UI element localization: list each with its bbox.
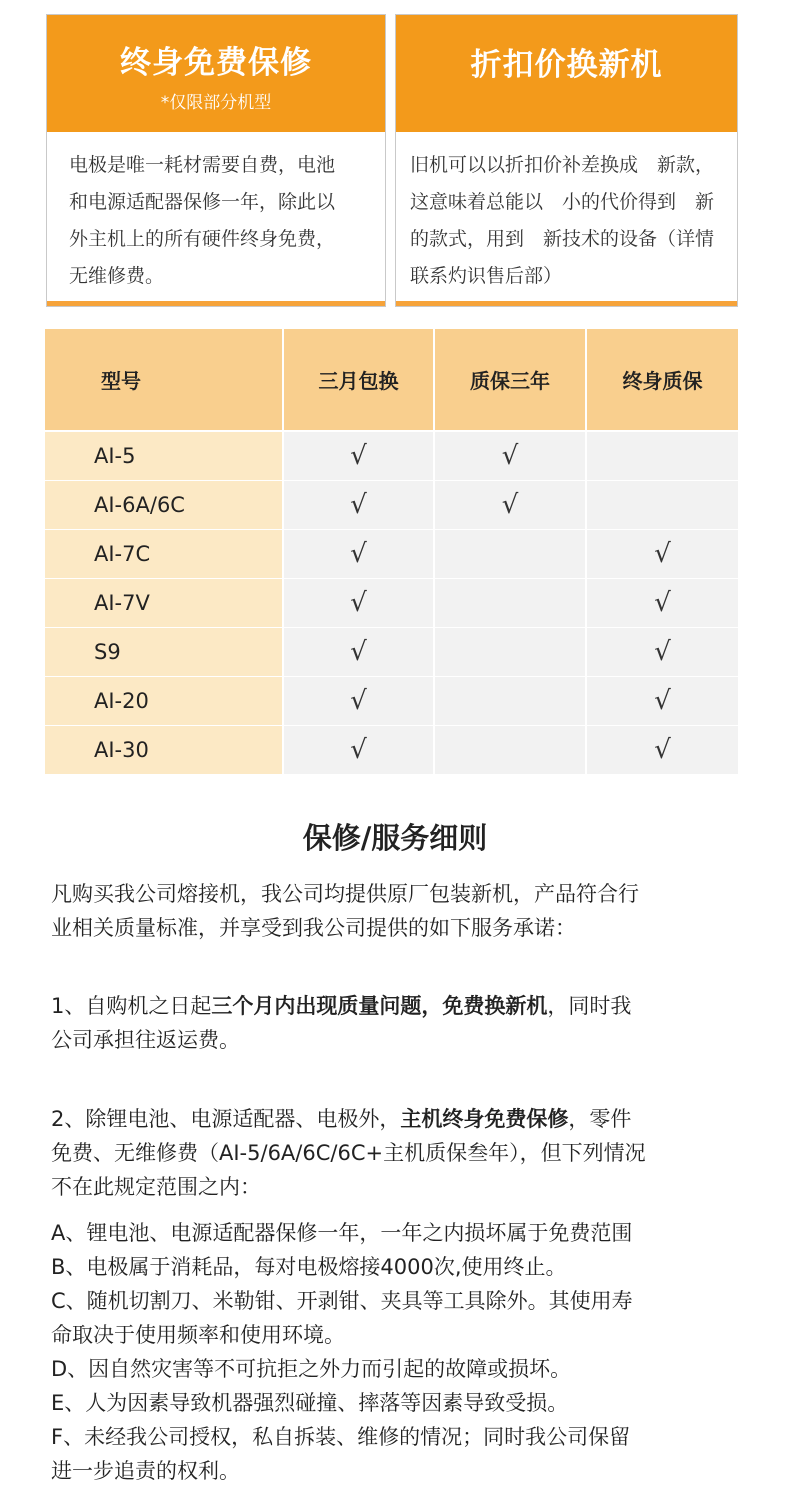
- item-text: ，零件: [568, 1107, 632, 1131]
- model-cell: AI-30: [45, 726, 282, 774]
- item-bold-text: 主机终身免费保修: [400, 1107, 569, 1131]
- model-cell: AI-6A/6C: [45, 481, 282, 529]
- model-cell: AI-5: [45, 432, 282, 480]
- check-cell: √: [587, 726, 738, 774]
- rules-line: 业相关质量标准，并享受到我公司提供的如下服务承诺：: [51, 916, 576, 940]
- sub-item-c: C、随机切割刀、米勒钳、开剥钳、夹具等工具除外。其使用寿: [51, 1289, 633, 1313]
- card-footer-bar: [47, 301, 385, 306]
- card-title: 折扣价换新机: [470, 47, 663, 83]
- trade-in-card: [395, 14, 738, 307]
- check-cell: √: [435, 481, 585, 529]
- check-cell: √: [435, 432, 585, 480]
- check-cell: [435, 530, 585, 578]
- sub-item-c-cont: 命取决于使用频率和使用环境。: [51, 1323, 345, 1347]
- table-row: [45, 726, 738, 774]
- rules-line: 公司承担往返运费。: [51, 1028, 240, 1052]
- header-three-month-replace: 三月包换: [284, 329, 433, 430]
- table-row: [45, 432, 738, 480]
- check-cell: [435, 726, 585, 774]
- sub-item-f: F、未经我公司授权，私自拆装、维修的情况；同时我公司保留: [51, 1425, 631, 1449]
- check-cell: √: [587, 530, 738, 578]
- header-lifetime-warranty: 终身质保: [587, 329, 738, 430]
- check-cell: [435, 628, 585, 676]
- check-cell: √: [284, 579, 433, 627]
- table-row: [45, 481, 738, 529]
- card-line: 无维修费。: [69, 265, 165, 287]
- card-line: 电极是唯一耗材需要自费，电池: [69, 154, 336, 176]
- card-line: 联系灼识售后部）: [410, 265, 563, 287]
- check-cell: √: [284, 726, 433, 774]
- table-row: [45, 628, 738, 676]
- sub-item-b: B、电极属于消耗品，每对电极熔接4000次,使用终止。: [51, 1255, 567, 1279]
- header-model: 型号: [45, 329, 282, 430]
- warranty-table: [45, 329, 738, 774]
- rules-intro: [51, 877, 751, 945]
- check-cell: [587, 432, 738, 480]
- check-cell: [435, 579, 585, 627]
- table-row: [45, 579, 738, 627]
- sub-item-a: A、锂电池、电源适配器保修一年，一年之内损坏属于免费范围: [51, 1221, 633, 1245]
- card-line: 外主机上的所有硬件终身免费，: [69, 228, 336, 250]
- table-row: [45, 677, 738, 725]
- check-cell: √: [587, 677, 738, 725]
- rules-line: [51, 989, 751, 1023]
- rules-sub-items: [51, 1216, 751, 1488]
- model-cell: AI-7V: [45, 579, 282, 627]
- check-cell: √: [284, 530, 433, 578]
- card-subtitle: *仅限部分机型: [160, 93, 272, 113]
- sub-item-e: E、人为因素导致机器强烈碰撞、摔落等因素导致受损。: [51, 1391, 569, 1415]
- item-bold-text: 三个月内出现质量问题，免费换新机: [211, 994, 548, 1018]
- item-text: 1、自购机之日起: [51, 994, 212, 1018]
- lifetime-warranty-card: [46, 14, 386, 307]
- check-cell: [435, 677, 585, 725]
- check-cell: √: [284, 628, 433, 676]
- rules-line: 凡购买我公司熔接机，我公司均提供原厂包装新机，产品符合行: [51, 882, 639, 906]
- rules-item-1: [51, 989, 751, 1057]
- card-title: 终身免费保修: [120, 45, 312, 81]
- card-body: [69, 147, 367, 295]
- card-line: 的款式，用到 新技术的设备（详情: [410, 228, 715, 250]
- check-cell: √: [284, 677, 433, 725]
- rules-line: [51, 1102, 751, 1136]
- check-cell: √: [284, 481, 433, 529]
- sub-item-f-cont: 进一步追责的权利。: [51, 1459, 240, 1483]
- card-line: 和电源适配器保修一年，除此以: [69, 191, 336, 213]
- check-cell: √: [284, 432, 433, 480]
- table-row: [45, 530, 738, 578]
- rules-item-2: [51, 1102, 751, 1204]
- check-cell: [587, 481, 738, 529]
- check-cell: √: [587, 579, 738, 627]
- card-line: 这意味着总能以 小的代价得到 新: [410, 191, 715, 213]
- check-cell: √: [587, 628, 738, 676]
- card-body: [410, 147, 729, 295]
- sub-item-d: D、因自然灾害等不可抗拒之外力而引起的故障或损坏。: [51, 1357, 572, 1381]
- card-line: 旧机可以以折扣价补差换成 新款，: [410, 154, 715, 176]
- item-text: 2、除锂电池、电源适配器、电极外，: [51, 1107, 401, 1131]
- header-three-year-warranty: 质保三年: [435, 329, 585, 430]
- model-cell: S9: [45, 628, 282, 676]
- card-footer-bar: [396, 301, 737, 306]
- rules-line: 不在此规定范围之内：: [51, 1175, 261, 1199]
- item-text: ，同时我: [547, 994, 632, 1018]
- model-cell: AI-20: [45, 677, 282, 725]
- rules-title: 保修/服务细则: [302, 821, 488, 855]
- rules-line: 免费、无维修费（AI-5/6A/6C/6C+主机质保叁年），但下列情况: [51, 1141, 646, 1165]
- model-cell: AI-7C: [45, 530, 282, 578]
